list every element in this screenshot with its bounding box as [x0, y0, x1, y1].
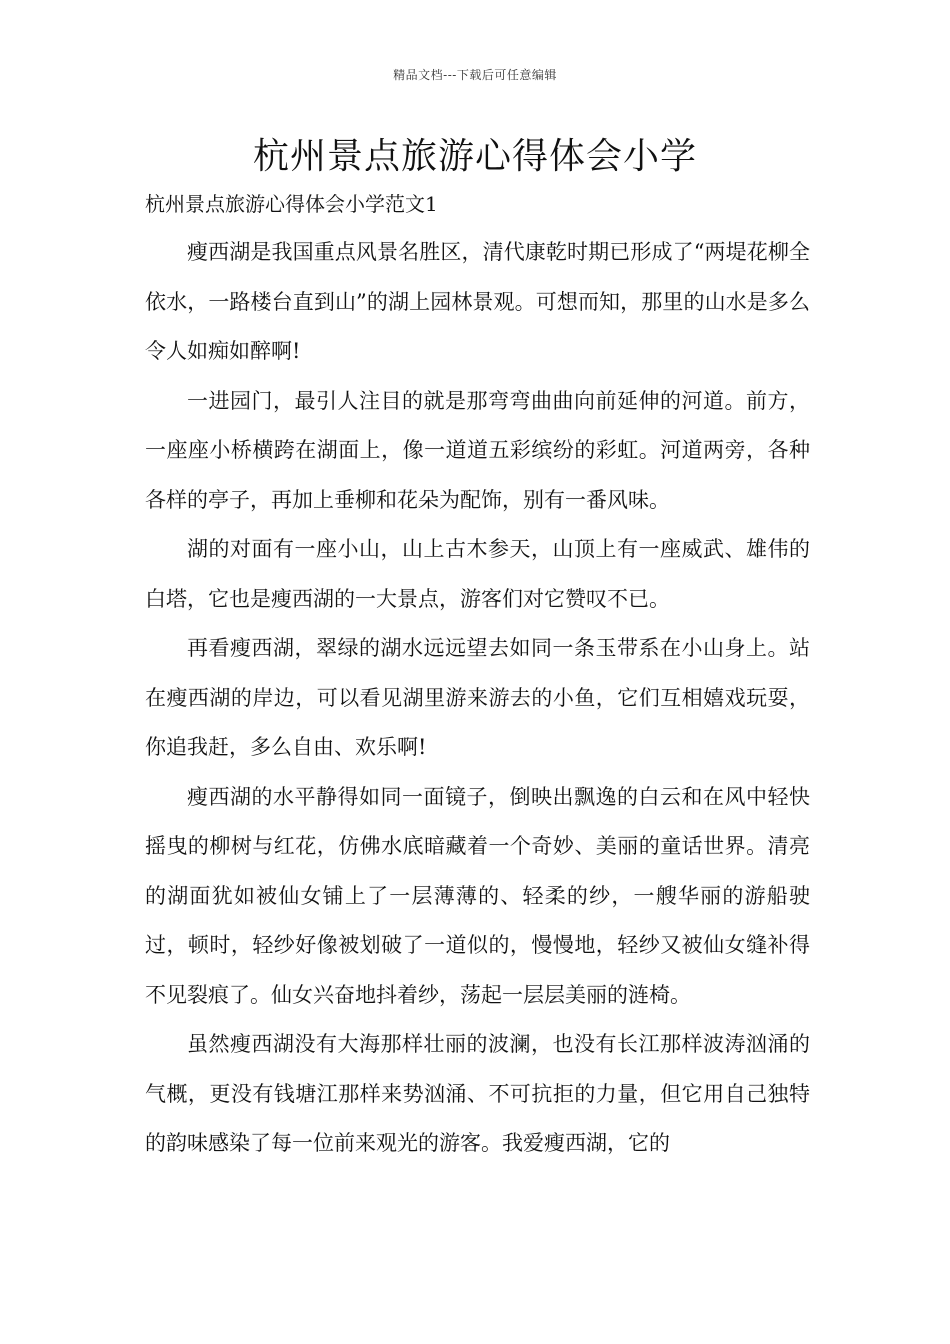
- section-subtitle: 杭州景点旅游心得体会小学范文1: [145, 192, 438, 216]
- paragraph-5: 瘦西湖的水平静得如同一面镜子，倒映出飘逸的白云和在风中轻快摇曳的柳树与红花，仿佛水底暗藏着一个奇妙、美丽的童话世界。清亮的湖面犹如被仙女铺上了一层薄薄的、轻柔的纱，一艘华丽的游船驶过，顿时，轻纱好像被划破了一道似的，慢慢地，轻纱又被仙女缝补得不见裂痕了。仙女兴奋地抖着纱，荡起一层层美丽的涟椅。: [145, 784, 810, 1007]
- body-text: [145, 228, 810, 1169]
- page-title: 杭州景点旅游心得体会小学: [252, 136, 697, 177]
- paragraph-4: 再看瘦西湖，翠绿的湖水远远望去如同一条玉带系在小山身上。站在瘦西湖的岸边，可以看见湖里游来游去的小鱼，它们互相嬉戏玩耍，你追我赶，多么自由、欢乐啊!: [145, 636, 810, 759]
- header-note: 精品文档---下载后可任意编辑: [393, 68, 557, 82]
- paragraph-6: 虽然瘦西湖没有大海那样壮丽的波澜，也没有长江那样波涛汹涌的气概，更没有钱塘江那样来势汹涌、不可抗拒的力量，但它用自己独特的韵味感染了每一位前来观光的游客。我爱瘦西湖，它的: [145, 1032, 810, 1155]
- paragraph-2: 一进园门，最引人注目的就是那弯弯曲曲向前延伸的河道。前方，一座座小桥横跨在湖面上，像一道道五彩缤纷的彩虹。河道两旁，各种各样的亭子，再加上垂柳和花朵为配饰，别有一番风味。: [145, 388, 810, 512]
- paragraph-1: 瘦西湖是我国重点风景名胜区，清代康乾时期已形成了“两堤花柳全依水，一路楼台直到山”的湖上园林景观。可想而知，那里的山水是多么令人如痴如醉啊!: [145, 240, 810, 363]
- paragraph-3: 湖的对面有一座小山，山上古木参天，山顶上有一座威武、雄伟的白塔，它也是瘦西湖的一大景点，游客们对它赞叹不已。: [145, 537, 810, 611]
